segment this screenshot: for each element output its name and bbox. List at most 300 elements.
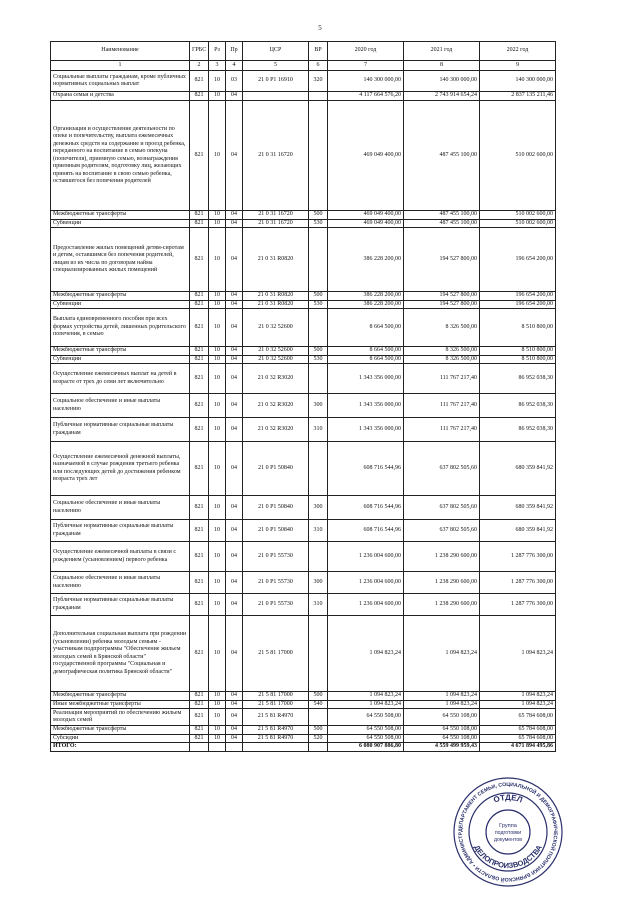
pr-cell xyxy=(226,743,243,752)
csr-cell: 21 0 32 52600 xyxy=(243,355,309,364)
csr-cell: 21 0 31 16720 xyxy=(243,101,309,211)
amount-2020-cell: 1 236 004 600,00 xyxy=(328,572,404,594)
row-name-cell: Выплата единовременного пособия при всех формах устройства детей, лишенных родительского попечения, в семью xyxy=(51,309,190,347)
rz-cell: 10 xyxy=(209,594,226,616)
row-name-cell: Организация и осуществление деятельности по опеке и попечительству, выплата ежемесячных денежных средств на содержание и проезд ребенка, переданного на воспитание в семью опекуна (попечителя), приемную семью, вознаграждения приемным родителям, подготовку лиц, желающих принять на воспитание в свою семью ребенка, оставшегося без попечения родителей xyxy=(51,101,190,211)
csr-cell: 21 5 81 R4970 xyxy=(243,734,309,743)
column-header: 2022 год xyxy=(480,42,556,61)
rz-cell: 10 xyxy=(209,692,226,701)
amount-2021-cell: 194 527 800,00 xyxy=(404,300,480,309)
vr-cell: 520 xyxy=(309,734,328,743)
amount-2022-cell: 510 002 600,00 xyxy=(480,101,556,211)
amount-2020-cell: 64 550 508,00 xyxy=(328,726,404,735)
amount-2021-cell: 1 094 823,24 xyxy=(404,700,480,709)
amount-2022-cell: 196 654 200,00 xyxy=(480,300,556,309)
rz-cell xyxy=(209,743,226,752)
grbs-cell: 821 xyxy=(190,726,209,735)
column-header: ВР xyxy=(309,42,328,61)
amount-2021-cell: 487 455 100,00 xyxy=(404,219,480,228)
vr-cell xyxy=(309,92,328,101)
amount-2022-cell: 510 002 600,00 xyxy=(480,219,556,228)
rz-cell: 10 xyxy=(209,347,226,356)
amount-2022-cell: 1 287 776 300,00 xyxy=(480,572,556,594)
rz-cell: 10 xyxy=(209,92,226,101)
pr-cell: 04 xyxy=(226,347,243,356)
csr-cell xyxy=(243,743,309,752)
amount-2021-cell: 8 326 500,00 xyxy=(404,309,480,347)
rz-cell: 10 xyxy=(209,709,226,726)
amount-2021-cell: 1 238 290 600,00 xyxy=(404,572,480,594)
column-index: 6 xyxy=(309,61,328,71)
row-name-cell: Предоставление жилых помещений детям-сиротам и детям, оставшимся без попечения родителей, лицам из их числа по договорам найма специализированных жилых помещений xyxy=(51,228,190,292)
amount-2022-cell: 2 837 135 211,46 xyxy=(480,92,556,101)
column-index: 3 xyxy=(209,61,226,71)
amount-2020-cell: 386 228 200,00 xyxy=(328,300,404,309)
grbs-cell: 821 xyxy=(190,101,209,211)
rz-cell: 10 xyxy=(209,418,226,442)
column-header: ГРБС xyxy=(190,42,209,61)
grbs-cell: 821 xyxy=(190,211,209,220)
column-index: 7 xyxy=(328,61,404,71)
stamp-center-line: Группа xyxy=(499,823,517,829)
pr-cell: 04 xyxy=(226,355,243,364)
grbs-cell: 821 xyxy=(190,572,209,594)
pr-cell: 04 xyxy=(226,542,243,572)
table-row xyxy=(51,101,556,211)
table-row xyxy=(51,572,556,594)
csr-cell: 21 5 81 17000 xyxy=(243,692,309,701)
pr-cell: 04 xyxy=(226,520,243,542)
amount-2022-cell: 86 952 038,30 xyxy=(480,394,556,418)
amount-2021-cell: 1 238 290 600,00 xyxy=(404,594,480,616)
vr-cell: 500 xyxy=(309,726,328,735)
table-header-row xyxy=(51,42,556,61)
amount-2021-cell: 64 550 108,00 xyxy=(404,734,480,743)
table-row xyxy=(51,418,556,442)
amount-2021-cell: 64 550 108,00 xyxy=(404,726,480,735)
amount-2022-cell: 86 952 038,30 xyxy=(480,364,556,394)
pr-cell: 04 xyxy=(226,101,243,211)
pr-cell: 04 xyxy=(226,364,243,394)
rz-cell: 10 xyxy=(209,616,226,692)
amount-2021-cell: 637 802 505,60 xyxy=(404,442,480,496)
row-name-cell: Дополнительная социальная выплата при рождении (усыновлении) ребенка молодым семьям - участникам подпрограммы "Обеспечение жильем молодых семей в Брянской области" государственной программы "Социальная и демографическая политика Брянской области" xyxy=(51,616,190,692)
csr-cell: 21 0 31 16720 xyxy=(243,219,309,228)
amount-2020-cell: 1 343 356 000,00 xyxy=(328,418,404,442)
page-number: 5 xyxy=(318,24,322,32)
rz-cell: 10 xyxy=(209,228,226,292)
csr-cell: 21 0 32 R3020 xyxy=(243,418,309,442)
row-name-cell: Публичные нормативные социальные выплаты гражданам xyxy=(51,520,190,542)
table-row xyxy=(51,364,556,394)
table-body xyxy=(51,71,556,752)
amount-2020-cell: 140 300 000,00 xyxy=(328,71,404,92)
grbs-cell: 821 xyxy=(190,228,209,292)
rz-cell: 10 xyxy=(209,542,226,572)
amount-2021-cell: 8 326 500,00 xyxy=(404,347,480,356)
vr-cell: 300 xyxy=(309,572,328,594)
row-name-cell: Иные межбюджетные трансферты xyxy=(51,700,190,709)
amount-2022-cell: 1 094 823,24 xyxy=(480,700,556,709)
vr-cell: 530 xyxy=(309,219,328,228)
amount-2020-cell: 8 664 500,00 xyxy=(328,347,404,356)
amount-2020-cell: 64 550 508,00 xyxy=(328,734,404,743)
row-name-cell: Социальные выплаты гражданам, кроме публичных нормативных социальных выплат xyxy=(51,71,190,92)
grbs-cell: 821 xyxy=(190,71,209,92)
grbs-cell: 821 xyxy=(190,442,209,496)
amount-2020-cell: 1 343 356 000,00 xyxy=(328,394,404,418)
table-row xyxy=(51,219,556,228)
grbs-cell: 821 xyxy=(190,594,209,616)
amount-2022-cell: 680 359 841,92 xyxy=(480,442,556,496)
row-name-cell: Межбюджетные трансферты xyxy=(51,211,190,220)
row-name-cell: Осуществление ежемесячной денежной выплаты, назначаемой в случае рождения третьего ребенка или последующих детей до достижения ребенком возраста трех лет xyxy=(51,442,190,496)
rz-cell: 10 xyxy=(209,211,226,220)
column-index: 2 xyxy=(190,61,209,71)
row-name-cell: Субсидии xyxy=(51,734,190,743)
csr-cell: 21 5 81 R4970 xyxy=(243,709,309,726)
grbs-cell: 821 xyxy=(190,364,209,394)
pr-cell: 04 xyxy=(226,92,243,101)
table-row xyxy=(51,228,556,292)
row-name-cell: Публичные нормативные социальные выплаты гражданам xyxy=(51,594,190,616)
pr-cell: 04 xyxy=(226,572,243,594)
csr-cell: 21 0 P1 55730 xyxy=(243,572,309,594)
table-row xyxy=(51,92,556,101)
pr-cell: 04 xyxy=(226,309,243,347)
grbs-cell: 821 xyxy=(190,692,209,701)
vr-cell: 500 xyxy=(309,692,328,701)
column-index: 1 xyxy=(51,61,190,71)
amount-2022-cell: 4 671 894 495,86 xyxy=(480,743,556,752)
csr-cell: 21 0 P1 55730 xyxy=(243,542,309,572)
vr-cell: 310 xyxy=(309,594,328,616)
grbs-cell: 821 xyxy=(190,542,209,572)
amount-2021-cell: 487 455 100,00 xyxy=(404,211,480,220)
column-header: Наименование xyxy=(51,42,190,61)
row-name-cell: Субвенции xyxy=(51,219,190,228)
vr-cell: 530 xyxy=(309,355,328,364)
amount-2020-cell: 1 343 356 000,00 xyxy=(328,364,404,394)
table-row xyxy=(51,300,556,309)
amount-2020-cell: 6 080 907 886,80 xyxy=(328,743,404,752)
pr-cell: 04 xyxy=(226,616,243,692)
column-header: 2021 год xyxy=(404,42,480,61)
pr-cell: 04 xyxy=(226,228,243,292)
amount-2020-cell: 386 228 200,00 xyxy=(328,228,404,292)
grbs-cell: 821 xyxy=(190,292,209,301)
amount-2020-cell: 8 664 500,00 xyxy=(328,355,404,364)
stamp-center-line: подготовки xyxy=(494,830,522,836)
amount-2021-cell: 111 767 217,40 xyxy=(404,394,480,418)
vr-cell xyxy=(309,709,328,726)
table-row xyxy=(51,309,556,347)
pr-cell: 04 xyxy=(226,734,243,743)
amount-2022-cell: 1 287 776 300,00 xyxy=(480,542,556,572)
csr-cell: 21 0 32 52600 xyxy=(243,309,309,347)
grbs-cell: 821 xyxy=(190,347,209,356)
amount-2020-cell: 1 236 004 600,00 xyxy=(328,594,404,616)
vr-cell: 530 xyxy=(309,300,328,309)
vr-cell: 300 xyxy=(309,394,328,418)
column-header: Рз xyxy=(209,42,226,61)
table-row xyxy=(51,734,556,743)
amount-2022-cell: 680 359 841,92 xyxy=(480,520,556,542)
stamp-top-word: ОТДЕЛ xyxy=(492,793,524,805)
csr-cell: 21 0 P1 50840 xyxy=(243,496,309,520)
amount-2022-cell: 1 094 823,24 xyxy=(480,616,556,692)
grbs-cell: 821 xyxy=(190,394,209,418)
amount-2022-cell: 140 300 000,00 xyxy=(480,71,556,92)
amount-2020-cell: 8 664 500,00 xyxy=(328,309,404,347)
pr-cell: 04 xyxy=(226,496,243,520)
amount-2020-cell: 4 117 664 576,20 xyxy=(328,92,404,101)
pr-cell: 03 xyxy=(226,71,243,92)
vr-cell xyxy=(309,743,328,752)
csr-cell: 21 0 32 52600 xyxy=(243,347,309,356)
amount-2022-cell: 8 510 800,00 xyxy=(480,355,556,364)
row-name-cell: Социальное обеспечение и иные выплаты населению xyxy=(51,394,190,418)
table-row xyxy=(51,692,556,701)
rz-cell: 10 xyxy=(209,71,226,92)
total-row xyxy=(51,743,556,752)
grbs-cell: 821 xyxy=(190,520,209,542)
csr-cell: 21 5 81 17000 xyxy=(243,616,309,692)
budget-table xyxy=(50,41,556,752)
csr-cell: 21 0 31 16720 xyxy=(243,211,309,220)
amount-2022-cell: 196 654 200,00 xyxy=(480,228,556,292)
vr-cell xyxy=(309,101,328,211)
table-row xyxy=(51,211,556,220)
rz-cell: 10 xyxy=(209,364,226,394)
csr-cell: 21 0 31 R0820 xyxy=(243,292,309,301)
amount-2020-cell: 1 236 004 600,00 xyxy=(328,542,404,572)
amount-2020-cell: 1 094 823,24 xyxy=(328,616,404,692)
column-header: ЦСР xyxy=(243,42,309,61)
rz-cell: 10 xyxy=(209,496,226,520)
table-row xyxy=(51,496,556,520)
amount-2020-cell: 1 094 823,24 xyxy=(328,700,404,709)
vr-cell: 310 xyxy=(309,418,328,442)
amount-2021-cell: 1 094 823,24 xyxy=(404,616,480,692)
amount-2021-cell: 637 802 505,60 xyxy=(404,496,480,520)
csr-cell: 21 0 32 R3020 xyxy=(243,364,309,394)
amount-2022-cell: 510 002 600,00 xyxy=(480,211,556,220)
table-row xyxy=(51,700,556,709)
amount-2021-cell: 111 767 217,40 xyxy=(404,364,480,394)
row-name-cell: Публичные нормативные социальные выплаты гражданам xyxy=(51,418,190,442)
vr-cell: 310 xyxy=(309,520,328,542)
amount-2021-cell: 4 559 499 959,43 xyxy=(404,743,480,752)
rz-cell: 10 xyxy=(209,520,226,542)
csr-cell: 21 5 81 17000 xyxy=(243,700,309,709)
stamp-bottom-word: ДЕЛОПРОИЗВОДСТВА xyxy=(472,843,544,871)
grbs-cell: 821 xyxy=(190,300,209,309)
row-name-cell: Субвенции xyxy=(51,300,190,309)
pr-cell: 04 xyxy=(226,692,243,701)
row-name-cell: Осуществление ежемесячных выплат на детей в возрасте от трех до семи лет включительно xyxy=(51,364,190,394)
vr-cell xyxy=(309,364,328,394)
amount-2020-cell: 469 049 400,00 xyxy=(328,101,404,211)
row-name-cell: Социальное обеспечение и иные выплаты населению xyxy=(51,496,190,520)
row-name-cell: ИТОГО: xyxy=(51,743,190,752)
table-row xyxy=(51,616,556,692)
pr-cell: 04 xyxy=(226,700,243,709)
rz-cell: 10 xyxy=(209,309,226,347)
vr-cell: 500 xyxy=(309,211,328,220)
row-name-cell: Межбюджетные трансферты xyxy=(51,347,190,356)
column-header: Пр xyxy=(226,42,243,61)
amount-2022-cell: 680 359 841,92 xyxy=(480,496,556,520)
grbs-cell: 821 xyxy=(190,92,209,101)
amount-2021-cell: 111 767 217,40 xyxy=(404,418,480,442)
table-row xyxy=(51,71,556,92)
vr-cell xyxy=(309,542,328,572)
row-name-cell: Охрана семьи и детства xyxy=(51,92,190,101)
amount-2021-cell: 194 527 800,00 xyxy=(404,292,480,301)
vr-cell xyxy=(309,616,328,692)
vr-cell xyxy=(309,228,328,292)
csr-cell: 21 0 31 R0820 xyxy=(243,300,309,309)
amount-2022-cell: 65 784 608,00 xyxy=(480,709,556,726)
amount-2022-cell: 8 510 800,00 xyxy=(480,309,556,347)
vr-cell: 300 xyxy=(309,496,328,520)
csr-cell: 21 0 P1 50840 xyxy=(243,442,309,496)
amount-2020-cell: 469 049 400,00 xyxy=(328,219,404,228)
amount-2020-cell: 608 716 544,96 xyxy=(328,442,404,496)
amount-2022-cell: 196 654 200,00 xyxy=(480,292,556,301)
column-index: 4 xyxy=(226,61,243,71)
vr-cell: 320 xyxy=(309,71,328,92)
column-index: 9 xyxy=(480,61,556,71)
grbs-cell: 821 xyxy=(190,700,209,709)
table-row xyxy=(51,394,556,418)
csr-cell: 21 0 P1 50840 xyxy=(243,520,309,542)
grbs-cell: 821 xyxy=(190,219,209,228)
row-name-cell: Осуществление ежемесячной выплаты в связи с рождением (усыновлением) первого ребенка xyxy=(51,542,190,572)
pr-cell: 04 xyxy=(226,300,243,309)
amount-2021-cell: 64 550 108,00 xyxy=(404,709,480,726)
pr-cell: 04 xyxy=(226,442,243,496)
grbs-cell: 821 xyxy=(190,418,209,442)
csr-cell: 21 0 31 R0820 xyxy=(243,228,309,292)
vr-cell xyxy=(309,309,328,347)
csr-cell: 21 0 P1 16910 xyxy=(243,71,309,92)
amount-2021-cell: 140 300 000,00 xyxy=(404,71,480,92)
row-name-cell: Межбюджетные трансферты xyxy=(51,726,190,735)
column-index-row xyxy=(51,61,556,71)
table-row xyxy=(51,347,556,356)
vr-cell: 500 xyxy=(309,347,328,356)
row-name-cell: Реализация мероприятий по обеспечению жильем молодых семей xyxy=(51,709,190,726)
column-index: 5 xyxy=(243,61,309,71)
amount-2021-cell: 637 802 505,60 xyxy=(404,520,480,542)
grbs-cell: 821 xyxy=(190,616,209,692)
office-stamp xyxy=(452,776,564,888)
table-row xyxy=(51,726,556,735)
pr-cell: 04 xyxy=(226,726,243,735)
amount-2020-cell: 608 716 544,96 xyxy=(328,520,404,542)
pr-cell: 04 xyxy=(226,292,243,301)
amount-2020-cell: 469 049 400,00 xyxy=(328,211,404,220)
rz-cell: 10 xyxy=(209,219,226,228)
vr-cell: 540 xyxy=(309,700,328,709)
grbs-cell: 821 xyxy=(190,355,209,364)
pr-cell: 04 xyxy=(226,709,243,726)
csr-cell: 21 0 P1 55730 xyxy=(243,594,309,616)
rz-cell: 10 xyxy=(209,300,226,309)
rz-cell: 10 xyxy=(209,572,226,594)
grbs-cell: 821 xyxy=(190,709,209,726)
amount-2020-cell: 1 094 823,24 xyxy=(328,692,404,701)
amount-2021-cell: 8 326 500,00 xyxy=(404,355,480,364)
table-row xyxy=(51,442,556,496)
table-row xyxy=(51,594,556,616)
rz-cell: 10 xyxy=(209,734,226,743)
amount-2021-cell: 194 527 800,00 xyxy=(404,228,480,292)
amount-2022-cell: 86 952 038,30 xyxy=(480,418,556,442)
column-index: 8 xyxy=(404,61,480,71)
amount-2020-cell: 64 550 508,00 xyxy=(328,709,404,726)
pr-cell: 04 xyxy=(226,594,243,616)
pr-cell: 04 xyxy=(226,418,243,442)
csr-cell xyxy=(243,92,309,101)
amount-2022-cell: 8 510 800,00 xyxy=(480,347,556,356)
grbs-cell xyxy=(190,743,209,752)
csr-cell: 21 5 81 R4970 xyxy=(243,726,309,735)
column-header: 2020 год xyxy=(328,42,404,61)
vr-cell: 500 xyxy=(309,292,328,301)
amount-2021-cell: 1 094 823,24 xyxy=(404,692,480,701)
rz-cell: 10 xyxy=(209,700,226,709)
vr-cell xyxy=(309,442,328,496)
row-name-cell: Субвенции xyxy=(51,355,190,364)
rz-cell: 10 xyxy=(209,292,226,301)
amount-2021-cell: 2 743 914 654,24 xyxy=(404,92,480,101)
pr-cell: 04 xyxy=(226,211,243,220)
grbs-cell: 821 xyxy=(190,734,209,743)
amount-2021-cell: 1 238 290 600,00 xyxy=(404,542,480,572)
amount-2022-cell: 1 287 776 300,00 xyxy=(480,594,556,616)
row-name-cell: Межбюджетные трансферты xyxy=(51,292,190,301)
table-row xyxy=(51,709,556,726)
amount-2020-cell: 608 716 544,96 xyxy=(328,496,404,520)
amount-2021-cell: 487 455 100,00 xyxy=(404,101,480,211)
grbs-cell: 821 xyxy=(190,309,209,347)
stamp-center-line: документов xyxy=(493,837,523,843)
table-row xyxy=(51,292,556,301)
rz-cell: 10 xyxy=(209,442,226,496)
rz-cell: 10 xyxy=(209,355,226,364)
amount-2022-cell: 1 094 823,24 xyxy=(480,692,556,701)
table-row xyxy=(51,520,556,542)
row-name-cell: Межбюджетные трансферты xyxy=(51,692,190,701)
amount-2022-cell: 65 784 608,00 xyxy=(480,726,556,735)
amount-2020-cell: 386 228 200,00 xyxy=(328,292,404,301)
rz-cell: 10 xyxy=(209,394,226,418)
pr-cell: 04 xyxy=(226,394,243,418)
amount-2022-cell: 65 784 608,00 xyxy=(480,734,556,743)
rz-cell: 10 xyxy=(209,726,226,735)
grbs-cell: 821 xyxy=(190,496,209,520)
csr-cell: 21 0 32 R3020 xyxy=(243,394,309,418)
rz-cell: 10 xyxy=(209,101,226,211)
table-row xyxy=(51,542,556,572)
row-name-cell: Социальное обеспечение и иные выплаты населению xyxy=(51,572,190,594)
pr-cell: 04 xyxy=(226,219,243,228)
stamp-ring-text: ДЕПАРТАМЕНТ СЕМЬИ, СОЦИАЛЬНОЙ И ДЕМОГРАФИЧЕСКОЙ ПОЛИТИКИ БРЯНСКОЙ ОБЛАСТИ • АДМИНИСТР xyxy=(457,781,559,883)
table-row xyxy=(51,355,556,364)
